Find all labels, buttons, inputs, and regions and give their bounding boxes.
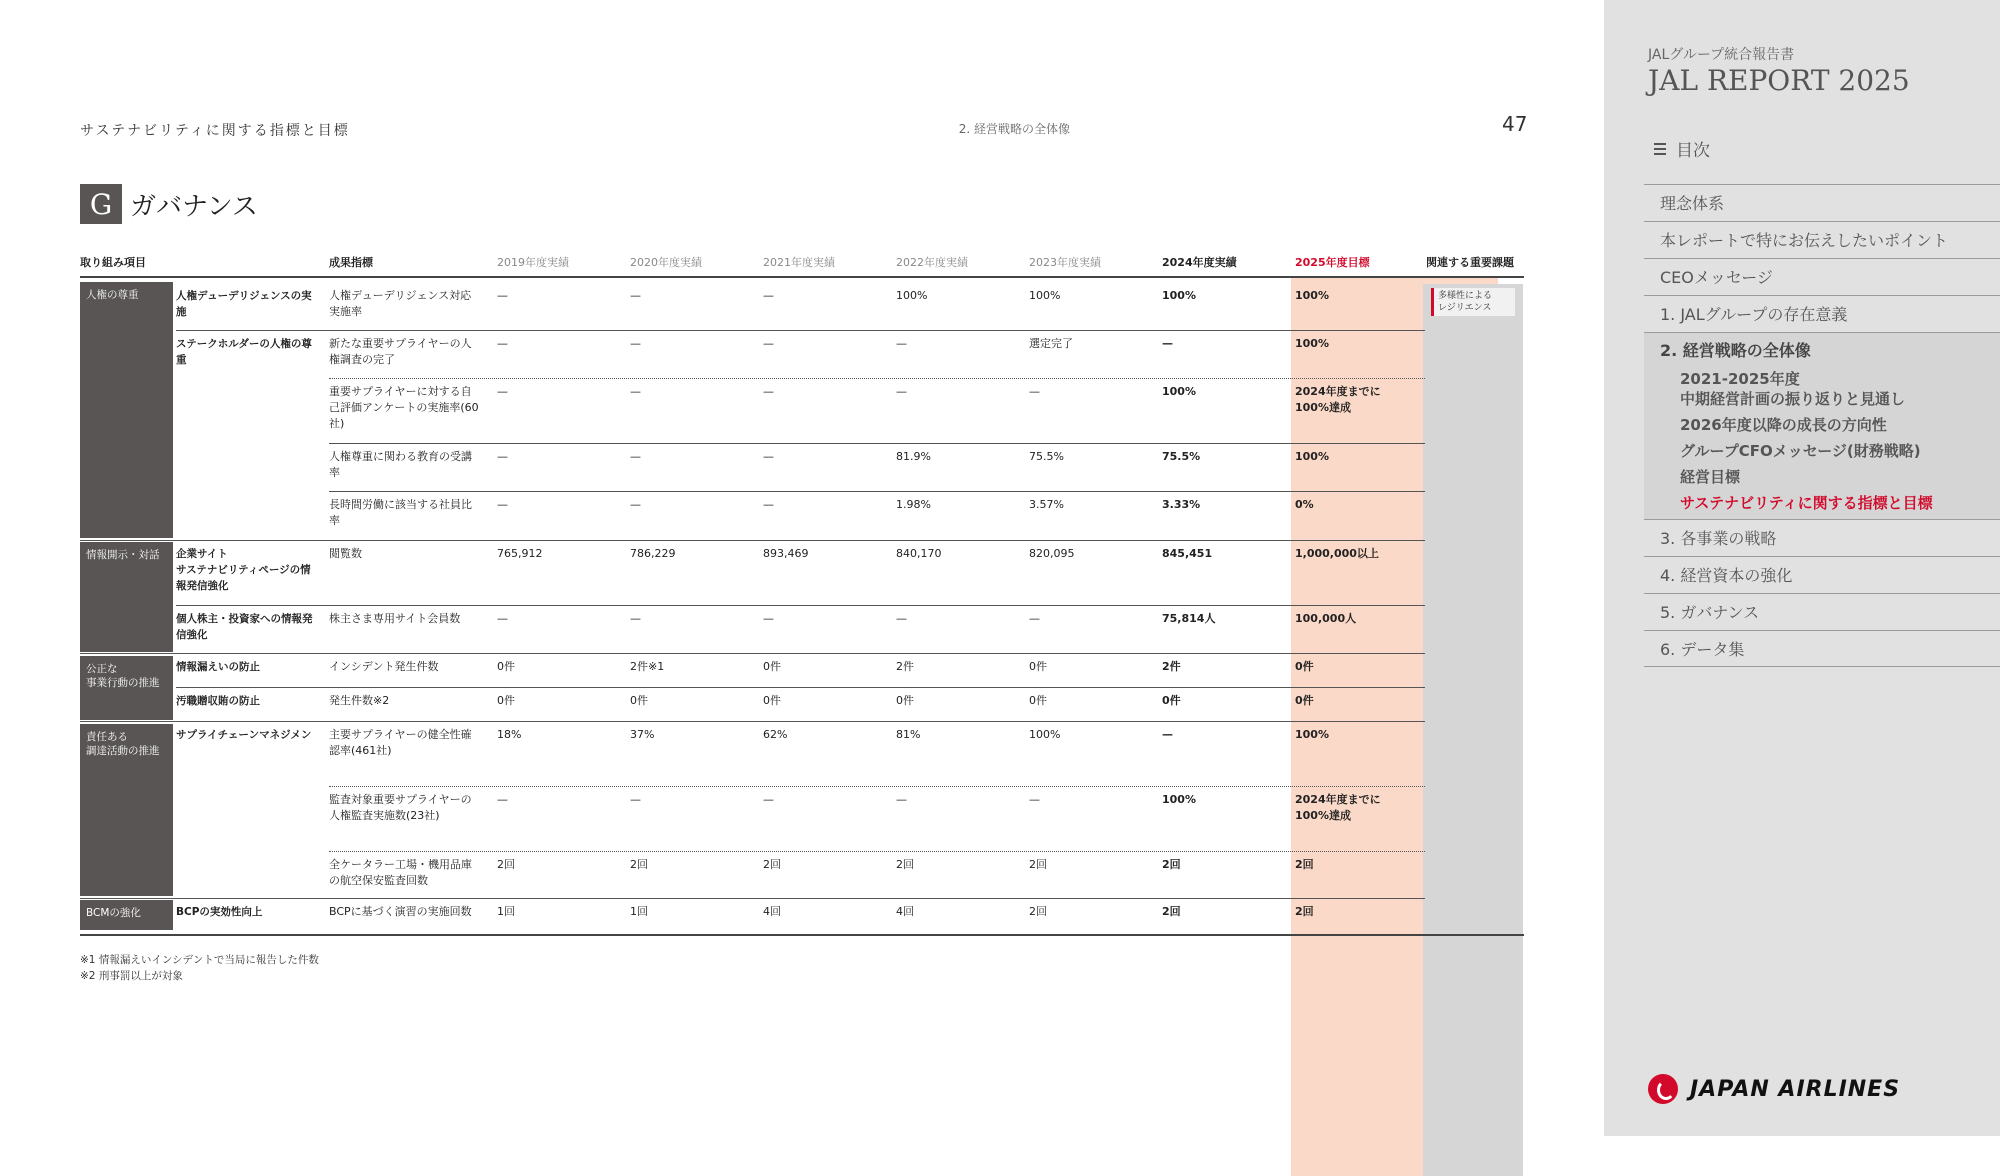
indicator-cell: 主要サプライヤーの健全性確認率(461社) <box>329 728 472 757</box>
indicator-table <box>80 248 1524 919</box>
value-2021: 4回 <box>763 905 781 918</box>
value-2022: 81% <box>896 728 921 741</box>
value-2019: — <box>497 450 508 463</box>
initiative-cell: ステークホルダーの人権の尊重 <box>176 338 312 366</box>
row-divider-dotted <box>329 851 1425 852</box>
target-2025: 2024年度までに100%達成 <box>1295 385 1381 414</box>
nav-subitem-cfo-message[interactable]: グループCFOメッセージ(財務戦略) <box>1680 442 1921 460</box>
toc-button[interactable] <box>1654 136 1710 161</box>
nav-item-strategy[interactable] <box>1644 332 2000 519</box>
value-2021: 2回 <box>763 858 781 871</box>
section-title: サステナビリティに関する指標と目標 <box>80 123 350 139</box>
value-2020: 2回 <box>630 858 648 871</box>
value-2019: 0件 <box>497 694 515 707</box>
group-cell-human-rights: 人権の尊重 <box>80 282 173 538</box>
value-2023: 75.5% <box>1029 450 1064 463</box>
value-2024: 2回 <box>1162 858 1181 871</box>
footnotes <box>80 952 319 984</box>
target-2025: 100% <box>1295 289 1329 302</box>
value-2023: 3.57% <box>1029 498 1064 511</box>
target-2025: 0% <box>1295 498 1314 511</box>
value-2021: — <box>763 289 774 302</box>
value-2020: — <box>630 793 641 806</box>
value-2021: — <box>763 612 774 625</box>
chapter-label: 2. 経営戦略の全体像 <box>958 122 1070 136</box>
indicator-cell: 人権デューデリジェンス対応実施率 <box>329 289 472 318</box>
related-issue-column <box>1423 284 1523 1176</box>
target-2025: 100% <box>1295 337 1329 350</box>
sidebar <box>1604 0 2000 1136</box>
initiative-cell: 情報漏えいの防止 <box>176 661 260 673</box>
value-2020: 1回 <box>630 905 648 918</box>
value-2020: — <box>630 450 641 463</box>
value-2024: 3.33% <box>1162 498 1201 511</box>
group-cell-procurement: 責任ある 調達活動の推進 <box>80 724 173 896</box>
value-2019: — <box>497 612 508 625</box>
value-2019: — <box>497 498 508 511</box>
initiative-cell: 個人株主・投資家への情報発信強化 <box>176 613 313 641</box>
nav-subitem-growth-direction[interactable]: 2026年度以降の成長の方向性 <box>1680 416 1887 434</box>
footnote: ※2 刑事罰以上が対象 <box>80 970 183 982</box>
value-2023: 100% <box>1029 728 1061 741</box>
jal-logo <box>1648 1074 1900 1104</box>
target-2025: 2024年度までに100%達成 <box>1295 793 1381 822</box>
initiative-cell: サプライチェーンマネジメン <box>176 729 312 741</box>
nav-item-business-strategy[interactable]: 3. 各事業の戦略 <box>1644 519 2000 556</box>
nav-subitem-midterm-review[interactable]: 2021-2025年度 中期経営計画の振り返りと見通し <box>1680 370 1906 408</box>
col-header-2019: 2019年度実績 <box>497 256 569 269</box>
value-2019: 18% <box>497 728 522 741</box>
target-2025: 0件 <box>1295 660 1314 673</box>
nav-item-data[interactable]: 6. データ集 <box>1644 630 2000 667</box>
logo-text: JAPAN AIRLINES <box>1690 1076 1901 1102</box>
value-2023: — <box>1029 385 1040 398</box>
value-2022: 100% <box>896 289 928 302</box>
table-bottom-rule <box>80 934 1524 936</box>
initiative-cell: 汚職贈収賄の防止 <box>176 695 260 707</box>
nav-item-capital[interactable]: 4. 経営資本の強化 <box>1644 556 2000 593</box>
row-divider <box>329 443 1425 444</box>
value-2023: 0件 <box>1029 660 1047 673</box>
nav-item-strategy-label: 2. 経営戦略の全体像 <box>1660 341 1811 360</box>
value-2020: 0件 <box>630 694 648 707</box>
group-cell-bcm: BCMの強化 <box>80 900 173 930</box>
target-2025: 1,000,000以上 <box>1295 547 1379 560</box>
value-2019: 0件 <box>497 660 515 673</box>
crane-icon <box>1648 1074 1678 1104</box>
value-2023: 820,095 <box>1029 547 1075 560</box>
value-2020: — <box>630 337 641 350</box>
value-2024: 75.5% <box>1162 450 1201 463</box>
value-2022: 81.9% <box>896 450 931 463</box>
value-2021: — <box>763 450 774 463</box>
nav-item-ceo-message[interactable]: CEOメッセージ <box>1644 258 2000 295</box>
nav-item-governance[interactable]: 5. ガバナンス <box>1644 593 2000 630</box>
value-2024: 0件 <box>1162 694 1181 707</box>
value-2024: 2回 <box>1162 905 1181 918</box>
nav-subitem-management-targets[interactable]: 経営目標 <box>1680 468 1741 486</box>
initiative-cell: 人権デューデリジェンスの実施 <box>176 290 312 318</box>
value-2021: — <box>763 793 774 806</box>
menu-icon <box>1654 140 1666 158</box>
value-2024: 100% <box>1162 385 1196 398</box>
value-2024: — <box>1162 728 1173 741</box>
value-2019: — <box>497 289 508 302</box>
value-2022: — <box>896 385 907 398</box>
value-2020: 2件※1 <box>630 660 665 673</box>
indicator-cell: 新たな重要サプライヤーの人権調査の完了 <box>329 337 472 366</box>
value-2023: — <box>1029 612 1040 625</box>
indicator-cell: 監査対象重要サプライヤーの人権監査実施数(23社) <box>329 793 472 822</box>
col-header-related-issue: 関連する重要課題 <box>1426 256 1514 269</box>
col-header-indicator: 成果指標 <box>329 256 373 269</box>
value-2020: 786,229 <box>630 547 676 560</box>
value-2024: 100% <box>1162 793 1196 806</box>
indicator-cell: インシデント発生件数 <box>329 660 439 673</box>
initiative-cell: BCPの実効性向上 <box>176 906 263 918</box>
value-2024: 845,451 <box>1162 547 1213 560</box>
group-cell-disclosure: 情報開示・対話 <box>80 542 173 652</box>
value-2021: — <box>763 385 774 398</box>
value-2024: 100% <box>1162 289 1196 302</box>
value-2019: — <box>497 337 508 350</box>
nav-item-philosophy[interactable]: 理念体系 <box>1644 184 2000 221</box>
indicator-cell: 長時間労働に該当する社員比率 <box>329 498 472 527</box>
value-2020: — <box>630 385 641 398</box>
report-subtitle: JALグループ統合報告書 <box>1648 47 1795 63</box>
value-2021: — <box>763 337 774 350</box>
target-2025: 100,000人 <box>1295 612 1357 625</box>
value-2023: 2回 <box>1029 905 1047 918</box>
initiative-cell: 企業サイト サステナビリティページの情報発信強化 <box>176 548 311 592</box>
related-issue-tag: 多様性による レジリエンス <box>1431 288 1515 316</box>
value-2022: — <box>896 337 907 350</box>
group-cell-fair-conduct: 公正な 事業行動の推進 <box>80 656 173 720</box>
target-2025: 2回 <box>1295 858 1314 871</box>
value-2019: — <box>497 385 508 398</box>
toc-label: 目次 <box>1676 141 1710 161</box>
value-2022: — <box>896 793 907 806</box>
target-2025: 100% <box>1295 450 1329 463</box>
indicator-cell: 重要サプライヤーに対する自己評価アンケートの実施率(60社) <box>329 385 479 430</box>
target-2025: 0件 <box>1295 694 1314 707</box>
value-2019: 1回 <box>497 905 515 918</box>
indicator-cell: 全ケータラー工場・機用品庫の航空保安監査回数 <box>329 858 472 887</box>
value-2021: — <box>763 498 774 511</box>
value-2023: — <box>1029 793 1040 806</box>
value-2022: — <box>896 612 907 625</box>
value-2021: 893,469 <box>763 547 809 560</box>
page-number: 47 <box>1502 112 1528 136</box>
target-2025: 100% <box>1295 728 1329 741</box>
value-2020: — <box>630 612 641 625</box>
row-divider-dotted <box>329 786 1425 787</box>
value-2023: 100% <box>1029 289 1061 302</box>
indicator-cell: 閲覧数 <box>329 547 362 560</box>
value-2023: 2回 <box>1029 858 1047 871</box>
heading-title: ガバナンス <box>130 191 258 222</box>
col-header-2021: 2021年度実績 <box>763 256 835 269</box>
table-header <box>80 248 1524 278</box>
nav-item-purpose[interactable]: 1. JALグループの存在意義 <box>1644 295 2000 332</box>
value-2022: 2回 <box>896 858 914 871</box>
indicator-cell: BCPに基づく演習の実施回数 <box>329 905 472 918</box>
indicator-cell: 株主さま専用サイト会員数 <box>329 612 461 625</box>
row-divider <box>329 491 1425 492</box>
value-2019: 2回 <box>497 858 515 871</box>
value-2019: 765,912 <box>497 547 543 560</box>
value-2022: 1.98% <box>896 498 931 511</box>
col-header-2023: 2023年度実績 <box>1029 256 1101 269</box>
nav-subitem-sustainability-indicators[interactable]: サステナビリティに関する指標と目標 <box>1680 494 1933 512</box>
col-header-2024: 2024年度実績 <box>1162 256 1237 269</box>
nav-item-key-points[interactable]: 本レポートで特にお伝えしたいポイント <box>1644 221 2000 258</box>
col-header-initiative: 取り組み項目 <box>80 256 146 269</box>
value-2022: 0件 <box>896 694 914 707</box>
report-title: JAL REPORT 2025 <box>1648 64 1910 97</box>
target-2025: 2回 <box>1295 905 1314 918</box>
value-2021: 0件 <box>763 694 781 707</box>
value-2021: 0件 <box>763 660 781 673</box>
value-2022: 840,170 <box>896 547 942 560</box>
value-2023: 0件 <box>1029 694 1047 707</box>
col-header-2020: 2020年度実績 <box>630 256 702 269</box>
value-2024: 75,814人 <box>1162 612 1216 625</box>
value-2021: 62% <box>763 728 788 741</box>
col-header-2022: 2022年度実績 <box>896 256 968 269</box>
col-header-2025-target: 2025年度目標 <box>1295 256 1370 269</box>
value-2024: 2件 <box>1162 660 1181 673</box>
heading-letter-box: G <box>80 184 122 224</box>
value-2019: — <box>497 793 508 806</box>
toc-nav <box>1644 184 2000 667</box>
indicator-cell: 人権尊重に関わる教育の受講率 <box>329 450 472 479</box>
section-heading <box>80 184 258 224</box>
value-2023: 選定完了 <box>1029 337 1073 350</box>
value-2020: — <box>630 498 641 511</box>
value-2022: 2件 <box>896 660 914 673</box>
value-2022: 4回 <box>896 905 914 918</box>
row-divider-dotted <box>329 378 1425 379</box>
value-2020: 37% <box>630 728 655 741</box>
value-2024: — <box>1162 337 1173 350</box>
value-2020: — <box>630 289 641 302</box>
footnote: ※1 情報漏えいインシデントで当局に報告した件数 <box>80 954 319 966</box>
indicator-cell: 発生件数※2 <box>329 694 390 707</box>
